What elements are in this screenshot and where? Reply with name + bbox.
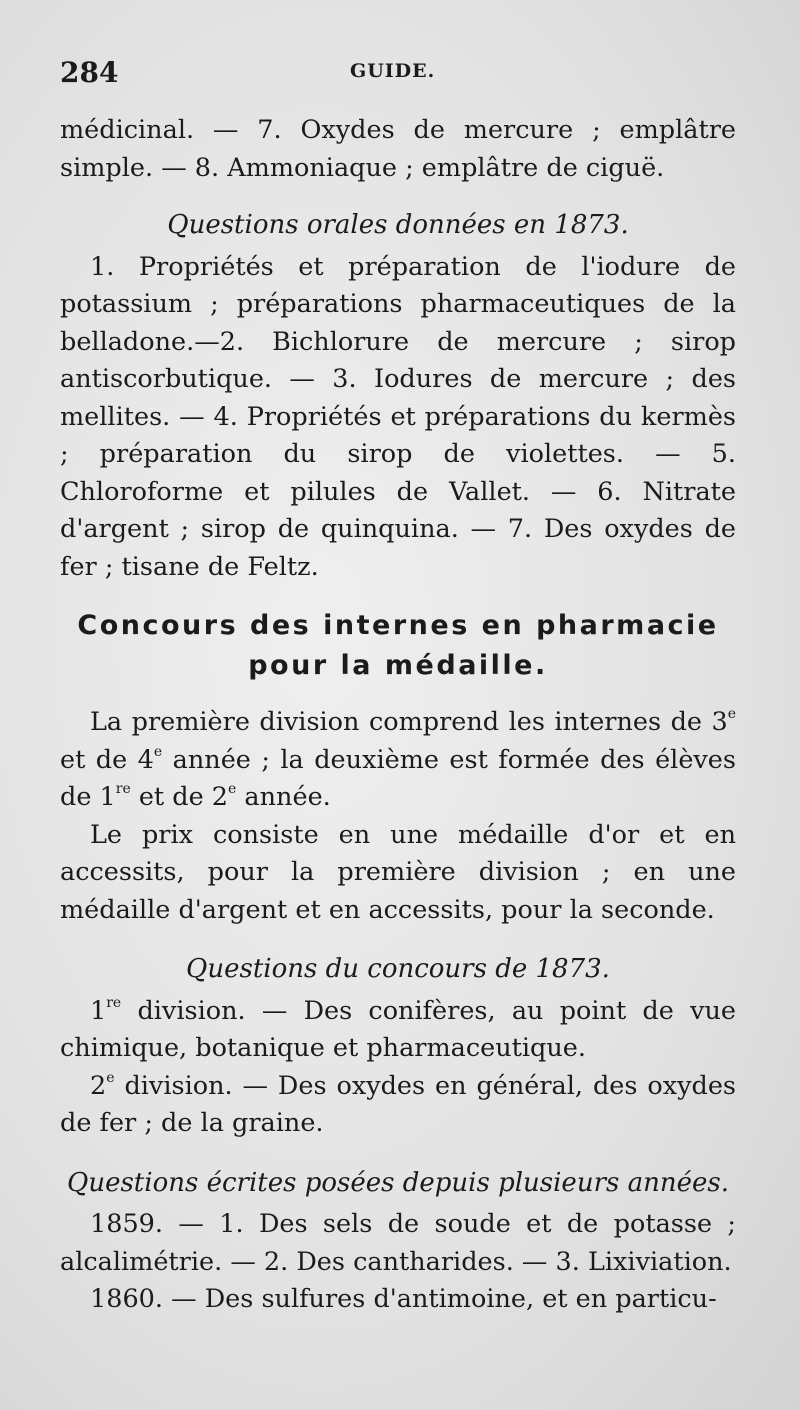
heading-concours-questions: Questions du concours de 1873. xyxy=(186,954,610,984)
text-run: et de 4 xyxy=(60,744,154,775)
page-header xyxy=(60,56,740,96)
paragraph-prize: Le prix consiste en une médaille d'or et en accessits, pour la première division ; en une médaille d'argent et en accessits, pour la seconde. xyxy=(60,819,736,925)
superscript: e xyxy=(228,781,237,797)
text-run: division. — Des oxydes en général, des oxydes de fer ; de la graine. xyxy=(60,1070,736,1138)
superscript: e xyxy=(106,1069,115,1086)
paragraph-oral-questions: 1. Propriétés et préparation de l'iodure de potassium ; préparations pharmaceutiques de la belladone.—2. Bichlorure de mercure ; sirop antiscorbutique. — 3. Iodures de mercure ; des mellites. — 4. Propriétés et préparations du kermès ; préparation du sirop de violettes. — 5. Chloroforme et pilules de Vallet. — 6. Nitrate d'argent ; sirop de quinquina. — 7. Des oxydes de fer ; tisane de Feltz. xyxy=(60,251,736,582)
section-title: Concours des internes en pharmacie pour la médaille. xyxy=(77,610,719,681)
text-run: année ; la deuxième est formée des élèves de 1 xyxy=(60,744,736,812)
heading-written-questions: Questions écrites posées depuis plusieurs années. xyxy=(67,1167,729,1198)
page-body xyxy=(60,112,736,1319)
superscript: e xyxy=(153,743,163,760)
paragraph-1860: 1860. — Des sulfures d'antimoine, et en particu- xyxy=(90,1284,717,1314)
text-run: et de 2 xyxy=(130,782,229,812)
paragraph-first-division xyxy=(60,993,736,1068)
text-run: 1 xyxy=(90,995,107,1026)
text-run: 2 xyxy=(90,1070,107,1101)
paragraph-continued: médicinal. — 7. Oxydes de mercure ; emplâtre simple. — 8. Ammoniaque ; emplâtre de ciguë. xyxy=(60,115,736,183)
running-head: GUIDE. xyxy=(350,60,436,82)
page-number: 284 xyxy=(60,56,119,89)
text-run: division. — Des conifères, au point de vue chimique, botanique et pharmaceutique. xyxy=(60,995,736,1063)
text-run: La première division comprend les internes de 3 xyxy=(90,707,728,737)
superscript: re xyxy=(115,781,131,797)
paragraph-second-division xyxy=(60,1068,736,1143)
superscript: re xyxy=(106,994,122,1011)
superscript: e xyxy=(727,706,736,722)
text-run: année. xyxy=(236,782,331,812)
paragraph-1859: 1859. — 1. Des sels de soude et de potasse ; alcalimétrie. — 2. Des cantharides. — 3. Lixiviation. xyxy=(60,1209,736,1277)
heading-oral-questions: Questions orales données en 1873. xyxy=(167,210,629,240)
paragraph-divisions xyxy=(60,704,736,817)
